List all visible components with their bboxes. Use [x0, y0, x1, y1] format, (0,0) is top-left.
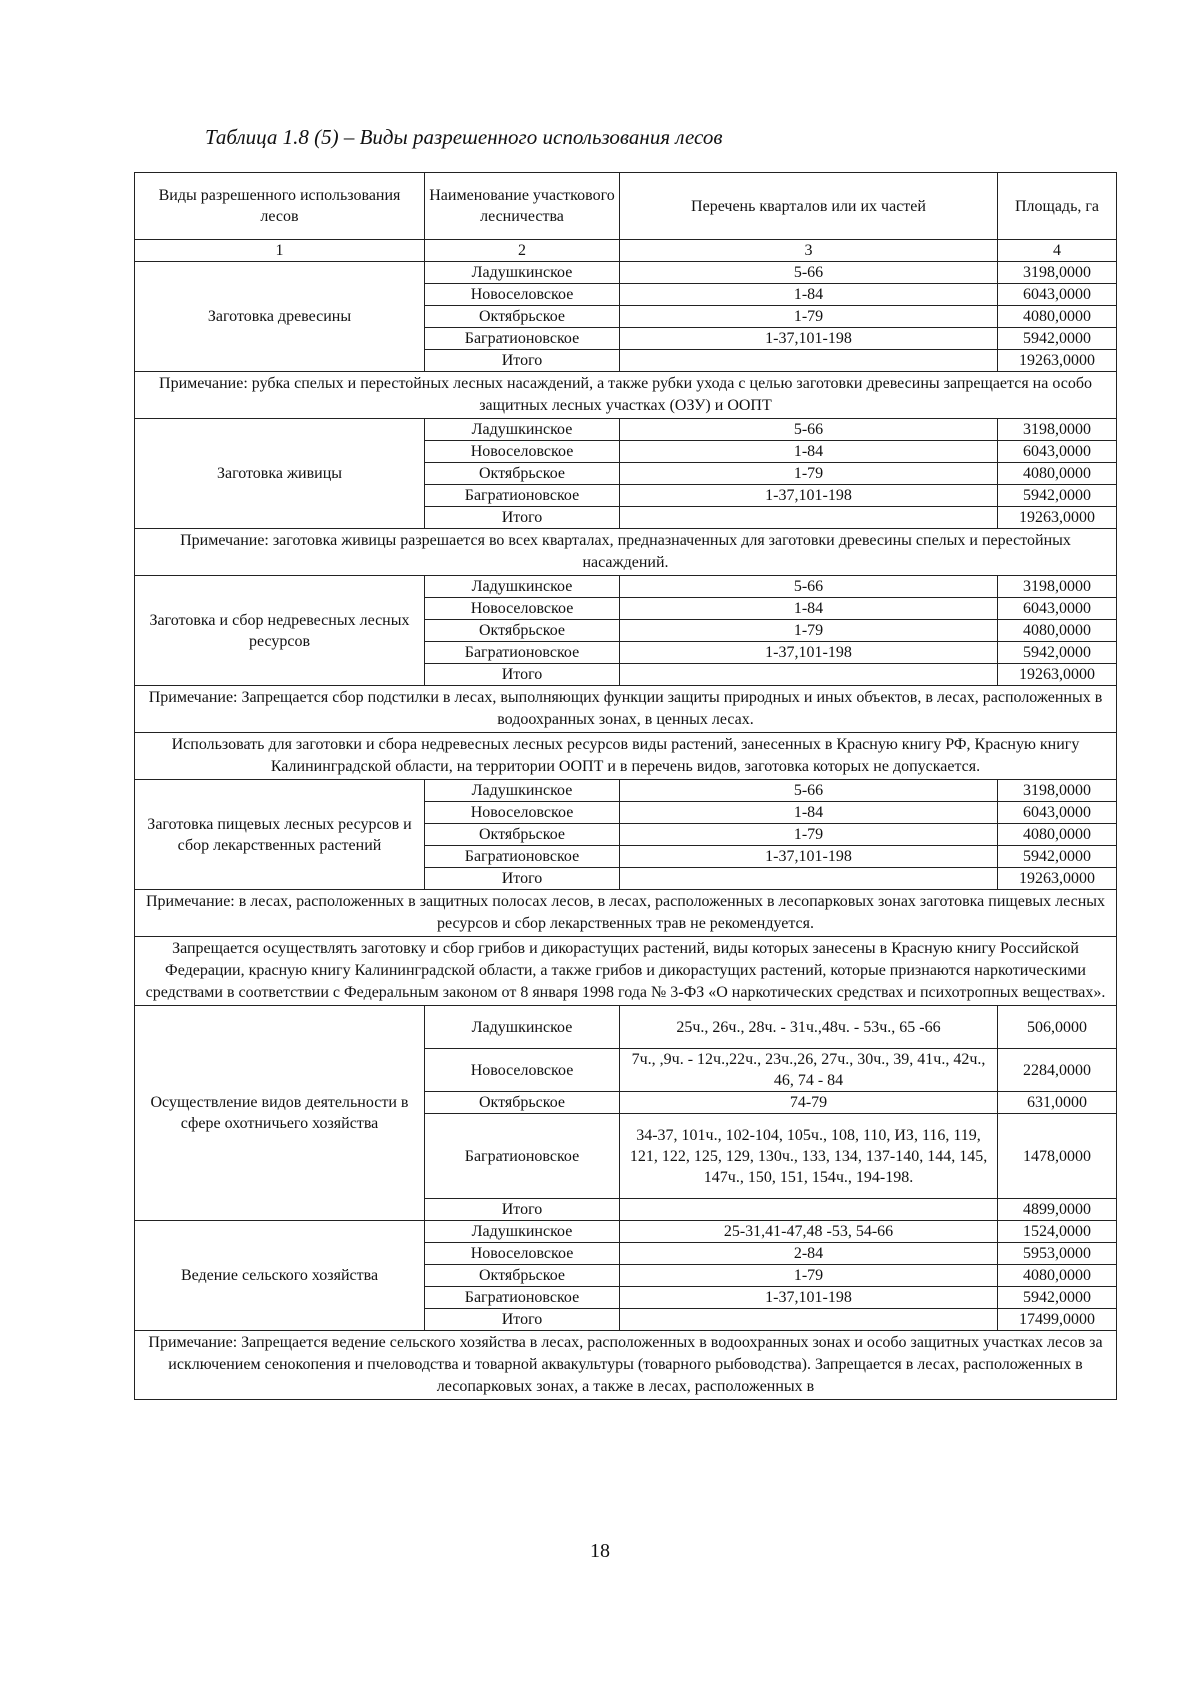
area-cell: 3198,0000 [998, 576, 1117, 598]
area-cell: 3198,0000 [998, 419, 1117, 441]
quarters-cell: 1-37,101-198 [620, 846, 998, 868]
quarters-cell: 1-79 [620, 306, 998, 328]
forestry-cell: Багратионовское [425, 485, 620, 507]
quarters-cell: 1-84 [620, 441, 998, 463]
quarters-cell: 5-66 [620, 262, 998, 284]
note-row [135, 372, 1117, 419]
forestry-cell: Новоселовское [425, 1243, 620, 1265]
header-col4: Площадь, га [998, 173, 1117, 240]
area-cell: 4080,0000 [998, 1265, 1117, 1287]
forestry-cell: Октябрьское [425, 1092, 620, 1114]
forestry-cell: Ладушкинское [425, 1006, 620, 1049]
use-type-cell: Заготовка древесины [135, 262, 425, 372]
header-col3: Перечень кварталов или их частей [620, 173, 998, 240]
table-body [135, 173, 1117, 1400]
area-cell: 3198,0000 [998, 262, 1117, 284]
note-text: Примечание: в лесах, расположенных в защитных полосах лесов, в лесах, расположенных в лесопарковых зонах заготовка пищевых лесных ресурсов и сбор лекарственных трав не рекомендуется. [135, 890, 1117, 937]
total-area: 19263,0000 [998, 350, 1117, 372]
note-row [135, 686, 1117, 733]
header-col1: Виды разрешенного использования лесов [135, 173, 425, 240]
quarters-cell: 25ч., 26ч., 28ч. - 31ч.,48ч. - 53ч., 65 -66 [620, 1006, 998, 1049]
quarters-cell: 5-66 [620, 780, 998, 802]
forestry-cell: Октябрьское [425, 1265, 620, 1287]
total-empty-cell [620, 350, 998, 372]
table-row [135, 419, 1117, 441]
total-empty-cell [620, 1199, 998, 1221]
total-label: Итого [425, 868, 620, 890]
area-cell: 4080,0000 [998, 824, 1117, 846]
quarters-cell: 1-79 [620, 463, 998, 485]
forestry-cell: Октябрьское [425, 463, 620, 485]
forestry-cell: Новоселовское [425, 802, 620, 824]
quarters-cell: 7ч., ,9ч. - 12ч.,22ч., 23ч.,26, 27ч., 30ч., 39, 41ч., 42ч., 46, 74 - 84 [620, 1049, 998, 1092]
note-text: Примечание: заготовка живицы разрешается во всех кварталах, предназначенных для заготовки древесины спелых и перестойных насаждений. [135, 529, 1117, 576]
header-row [135, 173, 1117, 240]
quarters-cell: 1-37,101-198 [620, 642, 998, 664]
quarters-cell: 1-79 [620, 620, 998, 642]
quarters-cell: 1-37,101-198 [620, 1287, 998, 1309]
table-row [135, 576, 1117, 598]
area-cell: 5942,0000 [998, 1287, 1117, 1309]
area-cell: 6043,0000 [998, 802, 1117, 824]
area-cell: 1478,0000 [998, 1114, 1117, 1199]
area-cell: 5942,0000 [998, 846, 1117, 868]
area-cell: 2284,0000 [998, 1049, 1117, 1092]
page-number: 18 [590, 1540, 610, 1562]
forestry-cell: Октябрьское [425, 620, 620, 642]
forestry-cell: Ладушкинское [425, 419, 620, 441]
forestry-cell: Ладушкинское [425, 576, 620, 598]
note-row [135, 890, 1117, 937]
total-label: Итого [425, 664, 620, 686]
quarters-cell: 25-31,41-47,48 -53, 54-66 [620, 1221, 998, 1243]
quarters-cell: 1-37,101-198 [620, 328, 998, 350]
quarters-cell: 2-84 [620, 1243, 998, 1265]
forestry-cell: Багратионовское [425, 328, 620, 350]
forestry-cell: Ладушкинское [425, 1221, 620, 1243]
forestry-cell: Багратионовское [425, 1287, 620, 1309]
column-number: 4 [998, 240, 1117, 262]
use-type-cell: Осуществление видов деятельности в сфере охотничьего хозяйства [135, 1006, 425, 1221]
total-area: 4899,0000 [998, 1199, 1117, 1221]
header-col2: Наименование участкового лесничества [425, 173, 620, 240]
quarters-cell: 74-79 [620, 1092, 998, 1114]
note-row [135, 1331, 1117, 1400]
use-type-cell: Заготовка и сбор недревесных лесных ресурсов [135, 576, 425, 686]
forestry-cell: Ладушкинское [425, 262, 620, 284]
quarters-cell: 1-84 [620, 284, 998, 306]
quarters-cell: 1-84 [620, 598, 998, 620]
column-number: 2 [425, 240, 620, 262]
note-text: Примечание: Запрещается ведение сельского хозяйства в лесах, расположенных в водоохранных зонах и особо защитных участках лесов за исключением сенокопения и пчеловодства и товарной аквакультуры (товарного рыбоводства). Запрещается в лесах, расположенных в лесопарковых зонах, а также в лесах, расположенных в [135, 1331, 1117, 1400]
area-cell: 4080,0000 [998, 463, 1117, 485]
total-empty-cell [620, 1309, 998, 1331]
total-label: Итого [425, 507, 620, 529]
forestry-cell: Багратионовское [425, 1114, 620, 1199]
quarters-cell: 1-79 [620, 824, 998, 846]
forest-use-table [134, 172, 1117, 1400]
note-row [135, 733, 1117, 780]
area-cell: 5942,0000 [998, 328, 1117, 350]
forestry-cell: Новоселовское [425, 284, 620, 306]
total-area: 19263,0000 [998, 664, 1117, 686]
forestry-cell: Октябрьское [425, 306, 620, 328]
area-cell: 5953,0000 [998, 1243, 1117, 1265]
area-cell: 6043,0000 [998, 284, 1117, 306]
quarters-cell: 1-79 [620, 1265, 998, 1287]
area-cell: 5942,0000 [998, 485, 1117, 507]
quarters-cell: 1-37,101-198 [620, 485, 998, 507]
quarters-cell: 5-66 [620, 419, 998, 441]
area-cell: 6043,0000 [998, 598, 1117, 620]
forestry-cell: Багратионовское [425, 846, 620, 868]
note-text: Примечание: Запрещается сбор подстилки в лесах, выполняющих функции защиты природных и иных объектов, в лесах, расположенных в водоохранных зонах, в ценных лесах. [135, 686, 1117, 733]
area-cell: 3198,0000 [998, 780, 1117, 802]
use-type-cell: Заготовка пищевых лесных ресурсов и сбор лекарственных растений [135, 780, 425, 890]
total-label: Итого [425, 1309, 620, 1331]
forestry-cell: Багратионовское [425, 642, 620, 664]
area-cell: 6043,0000 [998, 441, 1117, 463]
total-empty-cell [620, 507, 998, 529]
forestry-cell: Новоселовское [425, 598, 620, 620]
note-row [135, 937, 1117, 1006]
note-row [135, 529, 1117, 576]
total-label: Итого [425, 350, 620, 372]
quarters-cell: 5-66 [620, 576, 998, 598]
use-type-cell: Заготовка живицы [135, 419, 425, 529]
area-cell: 1524,0000 [998, 1221, 1117, 1243]
area-cell: 506,0000 [998, 1006, 1117, 1049]
forestry-cell: Новоселовское [425, 1049, 620, 1092]
note-text: Использовать для заготовки и сбора недревесных лесных ресурсов виды растений, занесенных в Красную книгу РФ, Красную книгу Калининградской области, на территории ООПТ и в перечень видов, заготовка которых не допускается. [135, 733, 1117, 780]
area-cell: 5942,0000 [998, 642, 1117, 664]
total-area: 19263,0000 [998, 868, 1117, 890]
area-cell: 4080,0000 [998, 306, 1117, 328]
total-label: Итого [425, 1199, 620, 1221]
total-area: 19263,0000 [998, 507, 1117, 529]
area-cell: 4080,0000 [998, 620, 1117, 642]
forestry-cell: Новоселовское [425, 441, 620, 463]
quarters-cell: 1-84 [620, 802, 998, 824]
column-number: 1 [135, 240, 425, 262]
column-number-row [135, 240, 1117, 262]
table-row [135, 1006, 1117, 1049]
note-text: Запрещается осуществлять заготовку и сбор грибов и дикорастущих растений, виды которых занесены в Красную книгу Российской Федерации, красную книгу Калининградской области, а также грибов и дикорастущих растений, которые признаются наркотическими средствами в соответствии с Федеральным законом от 8 января 1998 года № 3-ФЗ «О наркотических средствах и психотропных веществах». [135, 937, 1117, 1006]
use-type-cell: Ведение сельского хозяйства [135, 1221, 425, 1331]
table-caption: Таблица 1.8 (5) – Виды разрешенного использования лесов [205, 125, 723, 149]
total-area: 17499,0000 [998, 1309, 1117, 1331]
total-empty-cell [620, 868, 998, 890]
table-row [135, 780, 1117, 802]
total-empty-cell [620, 664, 998, 686]
column-number: 3 [620, 240, 998, 262]
table-row [135, 1221, 1117, 1243]
note-text: Примечание: рубка спелых и перестойных лесных насаждений, а также рубки ухода с целью заготовки древесины запрещается на особо защитных лесных участках (ОЗУ) и ООПТ [135, 372, 1117, 419]
table-row [135, 262, 1117, 284]
quarters-cell: 34-37, 101ч., 102-104, 105ч., 108, 110, ИЗ, 116, 119, 121, 122, 125, 129, 130ч., 133, 134, 137-140, 144, 145, 147ч., 150, 151, 154ч., 194-198. [620, 1114, 998, 1199]
forestry-cell: Октябрьское [425, 824, 620, 846]
area-cell: 631,0000 [998, 1092, 1117, 1114]
forestry-cell: Ладушкинское [425, 780, 620, 802]
